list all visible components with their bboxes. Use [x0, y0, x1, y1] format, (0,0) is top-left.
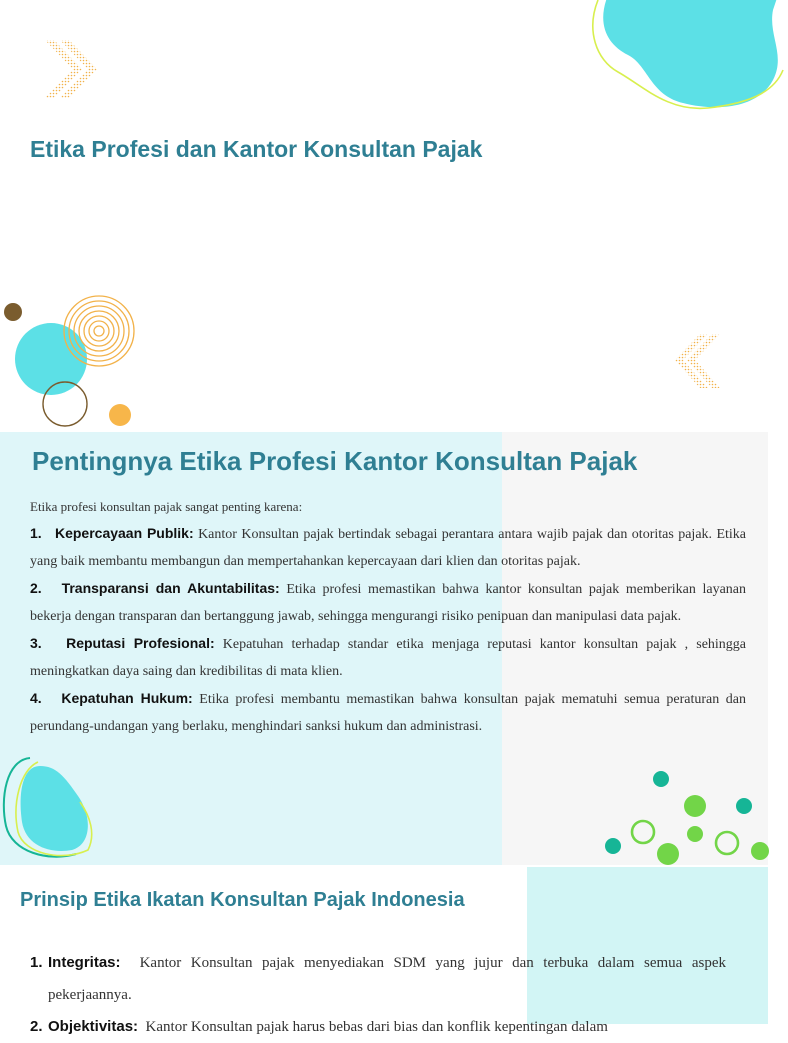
- slide-2: [0, 432, 768, 865]
- list-item: [30, 520, 746, 575]
- intro-text: Etika profesi konsultan pajak sangat penting karena:: [30, 499, 303, 514]
- item-text: Kantor Konsultan pajak harus bebas dari bias dan konflik kepentingan dalam: [145, 1019, 608, 1035]
- list-item: [30, 947, 726, 1011]
- slide-body: [30, 947, 726, 1043]
- aqua-blob-decoration: [0, 754, 100, 864]
- item-text: Kantor Konsultan pajak menyediakan SDM yang jujur dan terbuka dalam semua aspek pekerjaannya.: [48, 955, 727, 1003]
- item-lead: Kepatuhan Hukum:: [61, 690, 193, 706]
- item-lead: Reputasi Profesional:: [66, 635, 215, 651]
- slide-title: Prinsip Etika Ikatan Konsultan Pajak Indonesia: [20, 889, 465, 911]
- slide-3: [0, 867, 768, 1035]
- item-lead: Objektivitas:: [48, 1018, 139, 1035]
- item-text: Kepatuhan terhadap standar etika menjaga reputasi kantor konsultan pajak , sehingga meningkatkan daya saing dan kredibilitas di mata klien.: [30, 637, 747, 679]
- slide-title: Pentingnya Etika Profesi Kantor Konsultan Pajak: [32, 446, 638, 476]
- dotted-chevron-decoration: [40, 38, 100, 108]
- item-lead: Transparansi dan Akuntabilitas:: [61, 580, 280, 596]
- item-number: 4.: [30, 690, 42, 706]
- list-item: [30, 575, 746, 630]
- dotted-chevron-left-decoration: [675, 332, 725, 392]
- item-text: Kantor Konsultan pajak bertindak sebagai perantara antara wajib pajak dan otoritas pajak. Etika yang baik membantu membangun dan mempertahankan kepercayaan dari klien dan otoritas pajak.: [30, 527, 747, 569]
- green-dots-decoration: [593, 765, 768, 865]
- slide-1: [0, 0, 768, 430]
- item-number: 2.: [30, 580, 42, 596]
- item-number: 1.: [30, 525, 42, 541]
- aqua-blob-decoration: [588, 0, 788, 120]
- item-number: 3.: [30, 635, 42, 651]
- slide-title: Etika Profesi dan Kantor Konsultan Pajak: [30, 136, 483, 162]
- item-lead: Integritas:: [48, 954, 121, 971]
- slide-body: [30, 496, 746, 740]
- item-text: Etika profesi memastikan bahwa kantor konsultan pajak memberikan layanan bekerja dengan transparan dan bertanggung jawab, sehingga mengurangi risiko penipuan dan manipulasi data pajak.: [30, 582, 747, 624]
- item-number: 1.: [30, 954, 43, 971]
- list-item: [30, 1011, 726, 1043]
- circle-cluster-decoration: [0, 292, 150, 432]
- list-item: [30, 630, 746, 685]
- list-item: [30, 685, 746, 740]
- item-lead: Kepercayaan Publik:: [54, 525, 194, 541]
- item-text: Etika profesi membantu memastikan bahwa konsultan pajak mematuhi semua peraturan dan perundang-undangan yang berlaku, menghindari sanksi hukum dan administrasi.: [30, 692, 746, 734]
- item-number: 2.: [30, 1018, 43, 1035]
